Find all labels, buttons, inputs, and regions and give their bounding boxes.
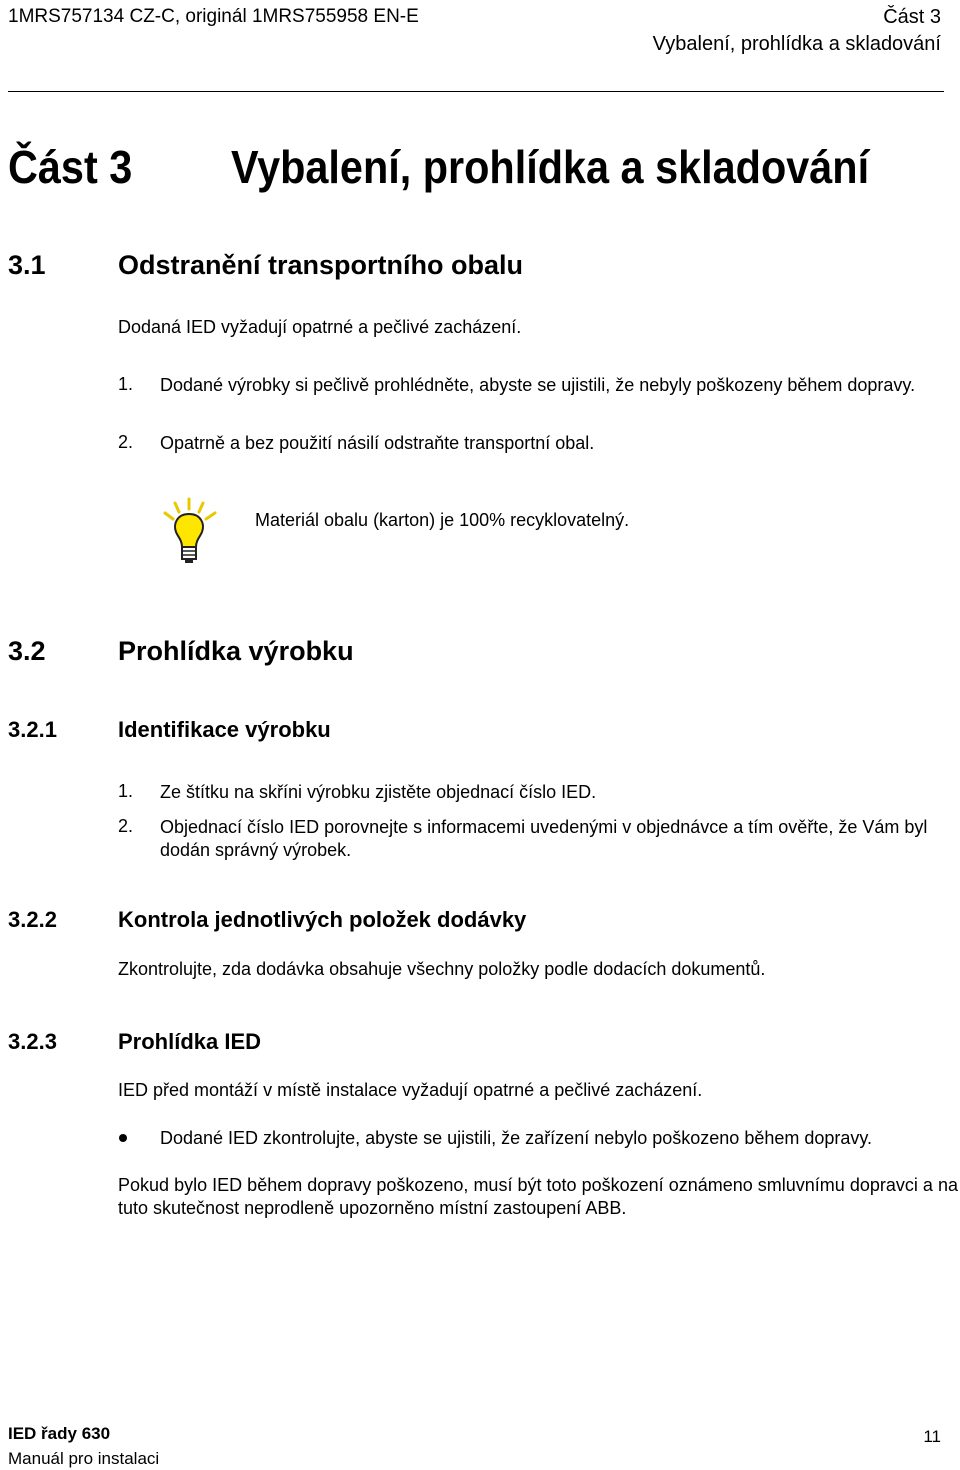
header-doc-id: 1MRS757134 CZ-C, originál 1MRS755958 EN-E xyxy=(8,6,419,27)
section-3-2-1-number: 3.2.1 xyxy=(8,717,57,742)
list-item-number: 1. xyxy=(118,781,134,801)
recycling-tip: Materiál obalu (karton) je 100% recyklovatelný. xyxy=(255,510,630,530)
list-item-text: Dodané výrobky si pečlivě prohlédněte, abyste se ujistili, že nebyly poškozeny během dopravy. xyxy=(160,375,916,395)
damage-notice-paragraph: Pokud bylo IED během dopravy poškozeno, musí být toto poškození oznámeno smluvnímu dopravci a na tuto skutečnost neprodleně upozorněno místní zastoupení ABB. xyxy=(118,1175,958,1218)
header-divider xyxy=(8,91,944,92)
list-item-number: 2. xyxy=(118,816,134,836)
list-item-text: Opatrně a bez použití násilí odstraňte transportní obal. xyxy=(160,433,595,453)
header-part-title: Vybalení, prohlídka a skladování xyxy=(652,33,941,55)
footer-series: IED řady 630 xyxy=(8,1424,111,1443)
section-3-1-intro: Dodaná IED vyžadují opatrné a pečlivé zacházení. xyxy=(118,317,522,337)
section-3-2-2-text: Zkontrolujte, zda dodávka obsahuje všechny položky podle dodacích dokumentů. xyxy=(118,959,766,979)
list-item-text: Objednací číslo IED porovnejte s informacemi uvedenými v objednávce a tím ověřte, že Vám byl dodán správný výrobek. xyxy=(160,817,928,860)
chapter-number: Část 3 xyxy=(8,141,133,193)
list-item-text: Ze štítku na skříni výrobku zjistěte objednací číslo IED. xyxy=(160,782,597,802)
section-3-1-title: Odstranění transportního obalu xyxy=(118,250,524,280)
section-3-2-2-title: Kontrola jednotlivých položek dodávky xyxy=(118,907,527,932)
section-3-2-3-intro: IED před montáží v místě instalace vyžadují opatrné a pečlivé zacházení. xyxy=(118,1080,703,1100)
section-3-2-3-number: 3.2.3 xyxy=(8,1029,57,1054)
section-3-2-1-title: Identifikace výrobku xyxy=(118,717,331,742)
section-3-2-number: 3.2 xyxy=(8,636,46,666)
bullet-item-text: Dodané IED zkontrolujte, abyste se ujistili, že zařízení nebylo poškozeno během dopravy. xyxy=(160,1128,873,1148)
section-3-2-3-title: Prohlídka IED xyxy=(118,1029,262,1054)
header-part: Část 3 xyxy=(883,6,941,28)
lightbulb-icon xyxy=(160,497,220,567)
bullet-icon xyxy=(119,1134,127,1142)
section-3-2-title: Prohlídka výrobku xyxy=(118,636,354,666)
footer-manual: Manuál pro instalaci xyxy=(8,1449,160,1468)
list-item-number: 2. xyxy=(118,432,134,452)
section-3-1-number: 3.1 xyxy=(8,250,46,280)
section-3-2-2-number: 3.2.2 xyxy=(8,907,57,932)
list-item-number: 1. xyxy=(118,374,134,394)
chapter-title: Vybalení, prohlídka a skladování xyxy=(231,141,870,193)
page-number: 11 xyxy=(923,1427,941,1446)
